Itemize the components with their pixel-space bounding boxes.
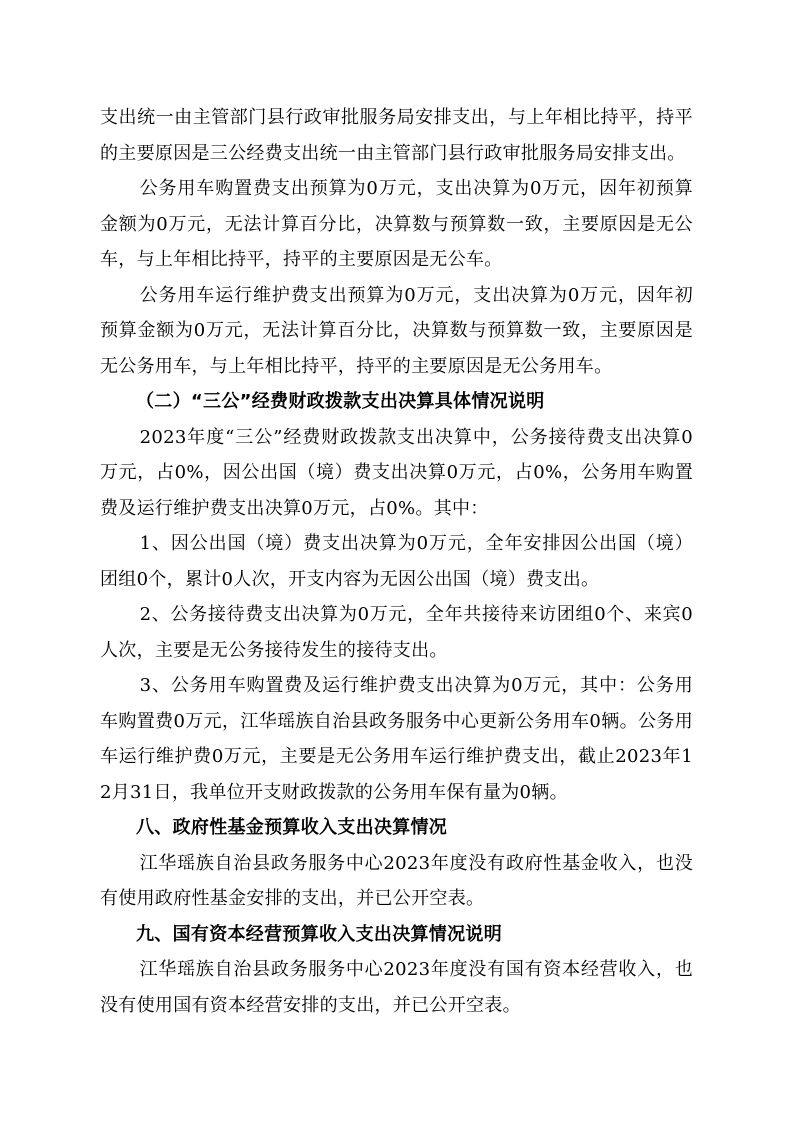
paragraph-reception: 2、公务接待费支出决算为0万元，全年共接待来访团组0个、来宾0人次，主要是无公务接待发生的接待支出。 bbox=[100, 604, 693, 661]
paragraph-vehicle-maintenance: 公务用车运行维护费支出预算为0万元，支出决算为0万元，因年初预算金额为0万元，无法计算百分比，决算数与预算数一致，主要原因是无公务用车，与上年相比持平，持平的主要原因是无公务用车。 bbox=[100, 284, 693, 377]
paragraph-vehicles: 3、公务用车购置费及运行维护费支出决算为0万元，其中：公务用车购置费0万元，江华瑶族自治县政务服务中心更新公务用车0辆。公务用车运行维护费0万元，主要是无公务用车运行维护费支出，截止2023年12月31日，我单位开支财政拨款的公务用车保有量为0辆。 bbox=[100, 675, 693, 803]
paragraph-government-fund: 江华瑶族自治县政务服务中心2023年度没有政府性基金收入，也没有使用政府性基金安排的支出，并已公开空表。 bbox=[100, 852, 693, 909]
section-heading-state-capital: 九、国有资本经营预算收入支出决算情况说明 bbox=[136, 923, 502, 945]
section-heading-three-public-details: （二）“三公”经费财政拨款支出决算具体情况说明 bbox=[136, 391, 545, 412]
section-heading-government-fund: 八、政府性基金预算收入支出决算情况 bbox=[136, 817, 448, 838]
document-body bbox=[100, 100, 693, 1023]
paragraph-state-capital: 江华瑶族自治县政务服务中心2023年度没有国有资本经营收入，也没有使用国有资本经营安排的支出，并已公开空表。 bbox=[100, 959, 693, 1016]
paragraph-vehicle-purchase: 公务用车购置费支出预算为0万元，支出决算为0万元，因年初预算金额为0万元，无法计算百分比，决算数与预算数一致，主要原因是无公车，与上年相比持平，持平的主要原因是无公车。 bbox=[100, 178, 693, 270]
paragraph-carryover: 支出统一由主管部门县行政审批服务局安排支出，与上年相比持平，持平的主要原因是三公经费支出统一由主管部门县行政审批服务局安排支出。 bbox=[100, 107, 693, 164]
paragraph-three-public-summary: 2023年度“三公”经费财政拨款支出决算中，公务接待费支出决算0万元，占0%，因公出国（境）费支出决算0万元，占0%，公务用车购置费及运行维护费支出决算0万元，占0%。其中： bbox=[100, 426, 693, 519]
paragraph-overseas-travel: 1、因公出国（境）费支出决算为0万元，全年安排因公出国（境）团组0个，累计0人次，开支内容为无因公出国（境）费支出。 bbox=[100, 533, 693, 590]
